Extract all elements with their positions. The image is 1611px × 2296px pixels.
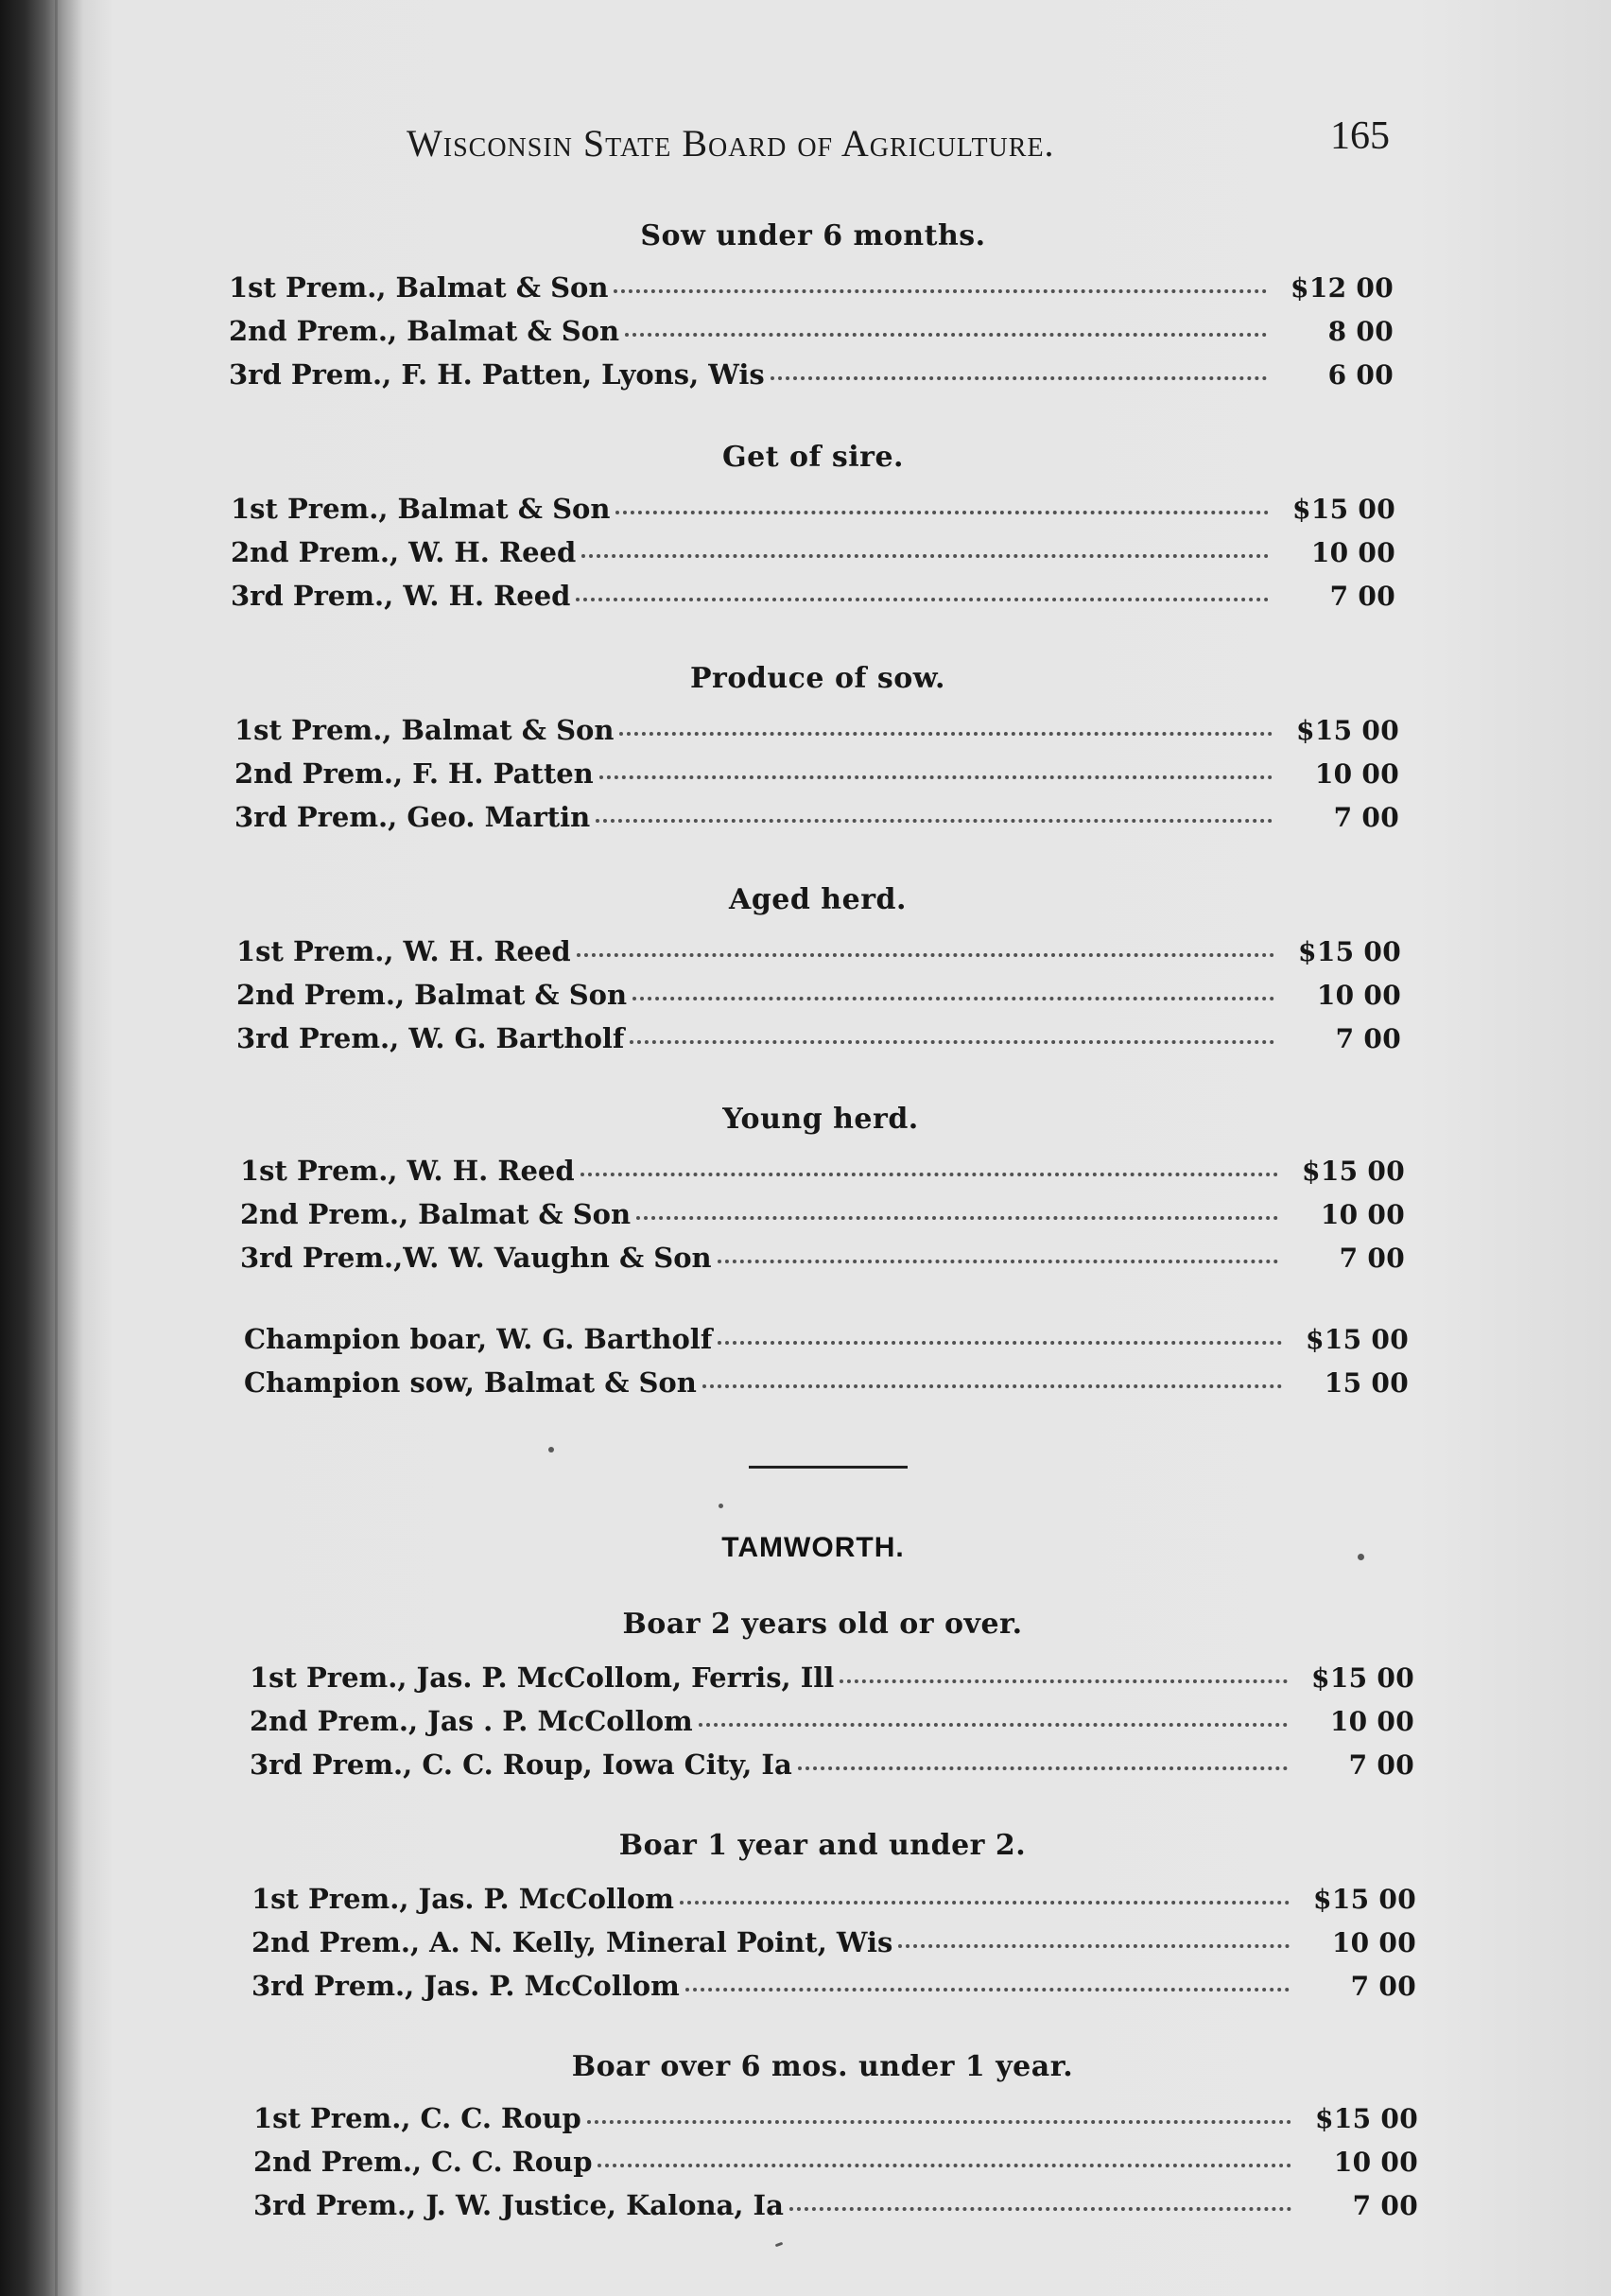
- premium-amount: $15 00: [1306, 1324, 1409, 1355]
- premium-row: [236, 935, 1401, 967]
- premium-amount: 7 00: [1352, 2190, 1418, 2221]
- ink-speck: [548, 1447, 554, 1452]
- champion-row: [244, 1366, 1409, 1399]
- leader-dots: [625, 333, 1267, 337]
- premium-amount: $15 00: [1311, 1662, 1414, 1694]
- leader-dots: [577, 953, 1274, 957]
- premium-amount: 7 00: [1348, 1749, 1414, 1781]
- premium-row: [253, 2189, 1418, 2221]
- premium-row: [236, 979, 1401, 1011]
- premium-amount: 10 00: [1333, 2147, 1418, 2178]
- premium-amount: 10 00: [1329, 1706, 1414, 1737]
- premium-label: 3rd Prem., C. C. Roup, Iowa City, Ia: [250, 1748, 792, 1781]
- premium-label: 2nd Prem., F. H. Patten: [234, 757, 594, 790]
- leader-dots: [840, 1679, 1288, 1683]
- section-divider: [749, 1466, 908, 1469]
- premium-row: [240, 1198, 1405, 1230]
- leader-dots: [581, 554, 1269, 558]
- premium-label: 2nd Prem., C. C. Roup: [253, 2146, 593, 2178]
- leader-dots: [614, 289, 1267, 293]
- premium-row: [234, 801, 1399, 833]
- premium-row: [236, 1022, 1401, 1054]
- premium-row: [251, 1926, 1416, 1958]
- premium-label: 1st Prem., Jas. P. McCollom: [251, 1883, 674, 1915]
- premium-amount: $12 00: [1291, 272, 1394, 304]
- premium-amount: $15 00: [1292, 494, 1395, 525]
- ink-speck: [719, 1504, 723, 1508]
- section-title-boar-1-year: Boar 1 year and under 2.: [618, 1829, 1027, 1862]
- premium-row: [229, 315, 1394, 347]
- premium-label: Champion boar, W. G. Bartholf: [244, 1323, 713, 1355]
- premium-amount: 6 00: [1327, 359, 1394, 391]
- section-title-sow-under-6-months: Sow under 6 months.: [640, 219, 986, 252]
- premium-amount: 15 00: [1324, 1367, 1409, 1399]
- leader-dots: [596, 819, 1273, 823]
- premium-label: 3rd Prem., W. G. Bartholf: [236, 1022, 625, 1054]
- section-title-young-herd: Young herd.: [722, 1103, 919, 1136]
- leader-dots: [632, 997, 1274, 1000]
- premium-label: 1st Prem., Balmat & Son: [231, 493, 611, 525]
- champion-row: [244, 1323, 1409, 1355]
- leader-dots: [718, 1260, 1278, 1263]
- section-title-aged-herd: Aged herd.: [729, 883, 907, 916]
- premium-label: 2nd Prem., W. H. Reed: [231, 536, 577, 568]
- premium-amount: 7 00: [1339, 1243, 1405, 1274]
- premium-amount: $15 00: [1302, 1156, 1405, 1187]
- premium-label: 3rd Prem., Jas. P. McCollom: [251, 1970, 680, 2002]
- premium-row: [234, 714, 1399, 746]
- premium-amount: 10 00: [1310, 537, 1395, 568]
- premium-amount: 7 00: [1329, 581, 1395, 612]
- leader-dots: [702, 1384, 1282, 1388]
- premium-label: 1st Prem., Balmat & Son: [234, 714, 615, 746]
- section-title-get-of-sire: Get of sire.: [722, 441, 904, 474]
- premium-label: 3rd Prem.,W. W. Vaughn & Son: [240, 1242, 712, 1274]
- premium-label: 2nd Prem., Balmat & Son: [240, 1198, 632, 1230]
- premium-row: [250, 1705, 1414, 1737]
- leader-dots: [615, 511, 1269, 514]
- premium-amount: $15 00: [1296, 715, 1399, 746]
- premium-row: [234, 757, 1399, 790]
- premium-amount: 10 00: [1314, 758, 1399, 790]
- leader-dots: [771, 376, 1267, 380]
- premium-amount: $15 00: [1313, 1884, 1416, 1915]
- leader-dots: [798, 1766, 1288, 1770]
- ink-speck: [775, 2242, 784, 2248]
- premium-row: [251, 1883, 1416, 1915]
- premium-label: Champion sow, Balmat & Son: [244, 1366, 697, 1399]
- premium-label: 3rd Prem., Geo. Martin: [234, 801, 591, 833]
- leader-dots: [636, 1216, 1278, 1220]
- premium-amount: 10 00: [1320, 1199, 1405, 1230]
- leader-dots: [718, 1341, 1282, 1345]
- premium-label: 3rd Prem., W. H. Reed: [231, 580, 571, 612]
- premium-amount: $15 00: [1315, 2103, 1418, 2134]
- premium-row: [231, 536, 1395, 568]
- leader-dots: [685, 1988, 1290, 1992]
- premium-amount: 8 00: [1327, 316, 1394, 347]
- premium-label: 2nd Prem., Balmat & Son: [236, 979, 628, 1011]
- premium-label: 3rd Prem., F. H. Patten, Lyons, Wis: [229, 358, 765, 391]
- premium-amount: $15 00: [1298, 936, 1401, 967]
- premium-label: 1st Prem., Balmat & Son: [229, 271, 609, 304]
- premium-amount: 7 00: [1350, 1971, 1416, 2002]
- leader-dots: [576, 598, 1269, 601]
- premium-label: 2nd Prem., Balmat & Son: [229, 315, 620, 347]
- leader-dots: [699, 1723, 1288, 1727]
- page-title: Wisconsin State Board of Agriculture.: [407, 122, 1055, 165]
- leader-dots: [619, 732, 1273, 736]
- premium-amount: 10 00: [1316, 980, 1401, 1011]
- section-title-boar-2-years: Boar 2 years old or over.: [622, 1608, 1023, 1641]
- premium-row: [229, 271, 1394, 304]
- premium-amount: 7 00: [1333, 802, 1399, 833]
- ink-speck: [1358, 1554, 1364, 1560]
- premium-label: 1st Prem., C. C. Roup: [253, 2102, 581, 2134]
- premium-amount: 7 00: [1335, 1023, 1401, 1054]
- section-title-boar-over-6-mos: Boar over 6 mos. under 1 year.: [571, 2050, 1074, 2083]
- premium-row: [251, 1970, 1416, 2002]
- premium-label: 1st Prem., Jas. P. McCollom, Ferris, Ill: [250, 1661, 835, 1694]
- premium-row: [231, 493, 1395, 525]
- premium-row: [229, 358, 1394, 391]
- leader-dots: [789, 2207, 1291, 2211]
- leader-dots: [898, 1944, 1290, 1948]
- premium-row: [250, 1661, 1414, 1694]
- premium-row: [231, 580, 1395, 612]
- premium-row: [240, 1157, 1405, 1185]
- premium-label: 1st Prem., W. H. Reed: [240, 1155, 575, 1187]
- premium-amount: 10 00: [1331, 1927, 1416, 1958]
- section-title-produce-of-sow: Produce of sow.: [690, 662, 945, 695]
- leader-dots: [580, 1173, 1278, 1176]
- page-number: 165: [1330, 114, 1390, 158]
- page-header: [407, 113, 1390, 170]
- leader-dots: [598, 2164, 1291, 2167]
- premium-row: [250, 1748, 1414, 1781]
- leader-dots: [680, 1901, 1290, 1905]
- leader-dots: [587, 2120, 1291, 2124]
- premium-label: 3rd Prem., J. W. Justice, Kalona, Ia: [253, 2189, 784, 2221]
- leader-dots: [599, 775, 1273, 779]
- premium-label: 2nd Prem., Jas . P. McCollom: [250, 1705, 693, 1737]
- leader-dots: [630, 1040, 1274, 1044]
- premium-row: [253, 2102, 1418, 2134]
- breed-title-tamworth: TAMWORTH.: [721, 1532, 905, 1563]
- premium-label: 1st Prem., W. H. Reed: [236, 935, 571, 967]
- premium-row: [240, 1244, 1405, 1272]
- premium-label: 2nd Prem., A. N. Kelly, Mineral Point, Wis: [251, 1926, 893, 1958]
- premium-row: [253, 2148, 1418, 2176]
